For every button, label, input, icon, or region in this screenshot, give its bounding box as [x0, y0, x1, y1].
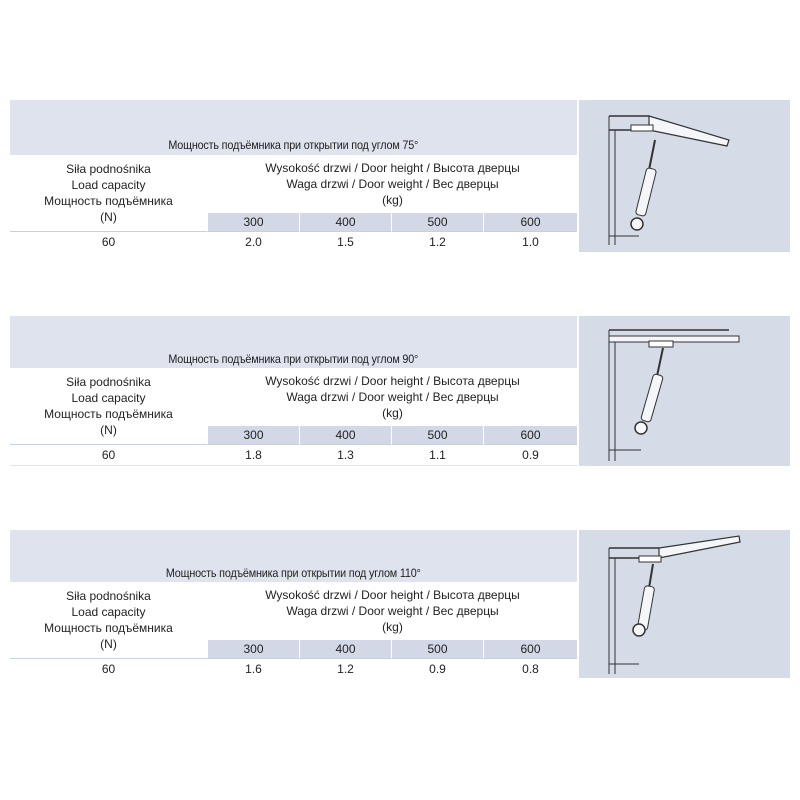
weight-600: 600 — [484, 213, 578, 231]
header-line: Wysokość drzwi / Door height / Высота дверцы — [265, 374, 520, 388]
header-line: (N) — [100, 210, 117, 224]
load-value: 60 — [10, 658, 208, 679]
weight-600: 600 — [484, 426, 578, 444]
header-line: Мощность подъёмника — [44, 407, 173, 421]
height-value: 1.2 — [300, 658, 392, 679]
weight-500: 500 — [392, 640, 484, 658]
header-line: Siła podnośnika — [66, 589, 151, 603]
weight-300: 300 — [208, 426, 300, 444]
height-value: 0.9 — [392, 658, 484, 679]
table-title: Мощность подъёмника при открытии под углом 90° — [168, 352, 419, 366]
weight-300: 300 — [208, 213, 300, 231]
weight-400: 400 — [300, 640, 392, 658]
hinge-diagram-110 — [577, 530, 790, 678]
header-line: (N) — [100, 637, 117, 651]
table-title: Мощность подъёмника при открытии под углом 110° — [165, 566, 421, 580]
table-grid — [10, 368, 578, 464]
header-line: Load capacity — [71, 605, 146, 619]
header-line: Wysokość drzwi / Door height / Высота дверцы — [265, 588, 520, 602]
weight-500: 500 — [392, 213, 484, 231]
weight-400: 400 — [300, 213, 392, 231]
height-value: 1.0 — [484, 231, 578, 252]
height-value: 1.6 — [208, 658, 300, 679]
height-value: 1.5 — [300, 231, 392, 252]
door-dims-header — [208, 582, 578, 640]
height-value: 1.8 — [208, 444, 300, 465]
spec-table-110 — [10, 530, 577, 678]
header-line: Waga drzwi / Door weight / Вес дверцы — [286, 177, 499, 191]
door-dims-header — [208, 368, 578, 426]
load-value: 60 — [10, 444, 208, 465]
table-grid — [10, 582, 578, 678]
lift-mechanism-110-icon — [579, 530, 791, 678]
height-value: 1.3 — [300, 444, 392, 465]
table-grid — [10, 155, 578, 251]
load-capacity-header — [10, 368, 208, 444]
spec-block-110 — [10, 530, 790, 678]
header-line: Waga drzwi / Door weight / Вес дверцы — [286, 390, 499, 404]
height-value: 0.9 — [484, 444, 578, 465]
lift-mechanism-90-icon — [579, 316, 791, 466]
header-line: Мощность подъёмника — [44, 194, 173, 208]
weight-400: 400 — [300, 426, 392, 444]
header-line: Wysokość drzwi / Door height / Высота дверцы — [265, 161, 520, 175]
height-value: 2.0 — [208, 231, 300, 252]
header-line: Load capacity — [71, 391, 146, 405]
header-line: Waga drzwi / Door weight / Вес дверцы — [286, 604, 499, 618]
height-value: 0.8 — [484, 658, 578, 679]
spec-table-75 — [10, 100, 577, 252]
hinge-diagram-75 — [577, 100, 790, 252]
table-title: Мощность подъёмника при открытии под углом 75° — [168, 138, 419, 152]
load-capacity-header — [10, 582, 208, 658]
load-capacity-header — [10, 155, 208, 231]
load-value: 60 — [10, 231, 208, 252]
header-line: (kg) — [382, 193, 403, 207]
lift-mechanism-75-icon — [579, 100, 791, 252]
header-line: Load capacity — [71, 178, 146, 192]
spec-table-90 — [10, 316, 577, 466]
header-line: (N) — [100, 423, 117, 437]
header-line: (kg) — [382, 620, 403, 634]
hinge-diagram-90 — [577, 316, 790, 466]
door-dims-header — [208, 155, 578, 213]
weight-500: 500 — [392, 426, 484, 444]
header-line: Siła podnośnika — [66, 162, 151, 176]
header-line: (kg) — [382, 406, 403, 420]
spec-block-75 — [10, 100, 790, 252]
height-value: 1.1 — [392, 444, 484, 465]
height-value: 1.2 — [392, 231, 484, 252]
weight-600: 600 — [484, 640, 578, 658]
header-line: Мощность подъёмника — [44, 621, 173, 635]
weight-300: 300 — [208, 640, 300, 658]
spec-block-90 — [10, 316, 790, 466]
header-line: Siła podnośnika — [66, 375, 151, 389]
